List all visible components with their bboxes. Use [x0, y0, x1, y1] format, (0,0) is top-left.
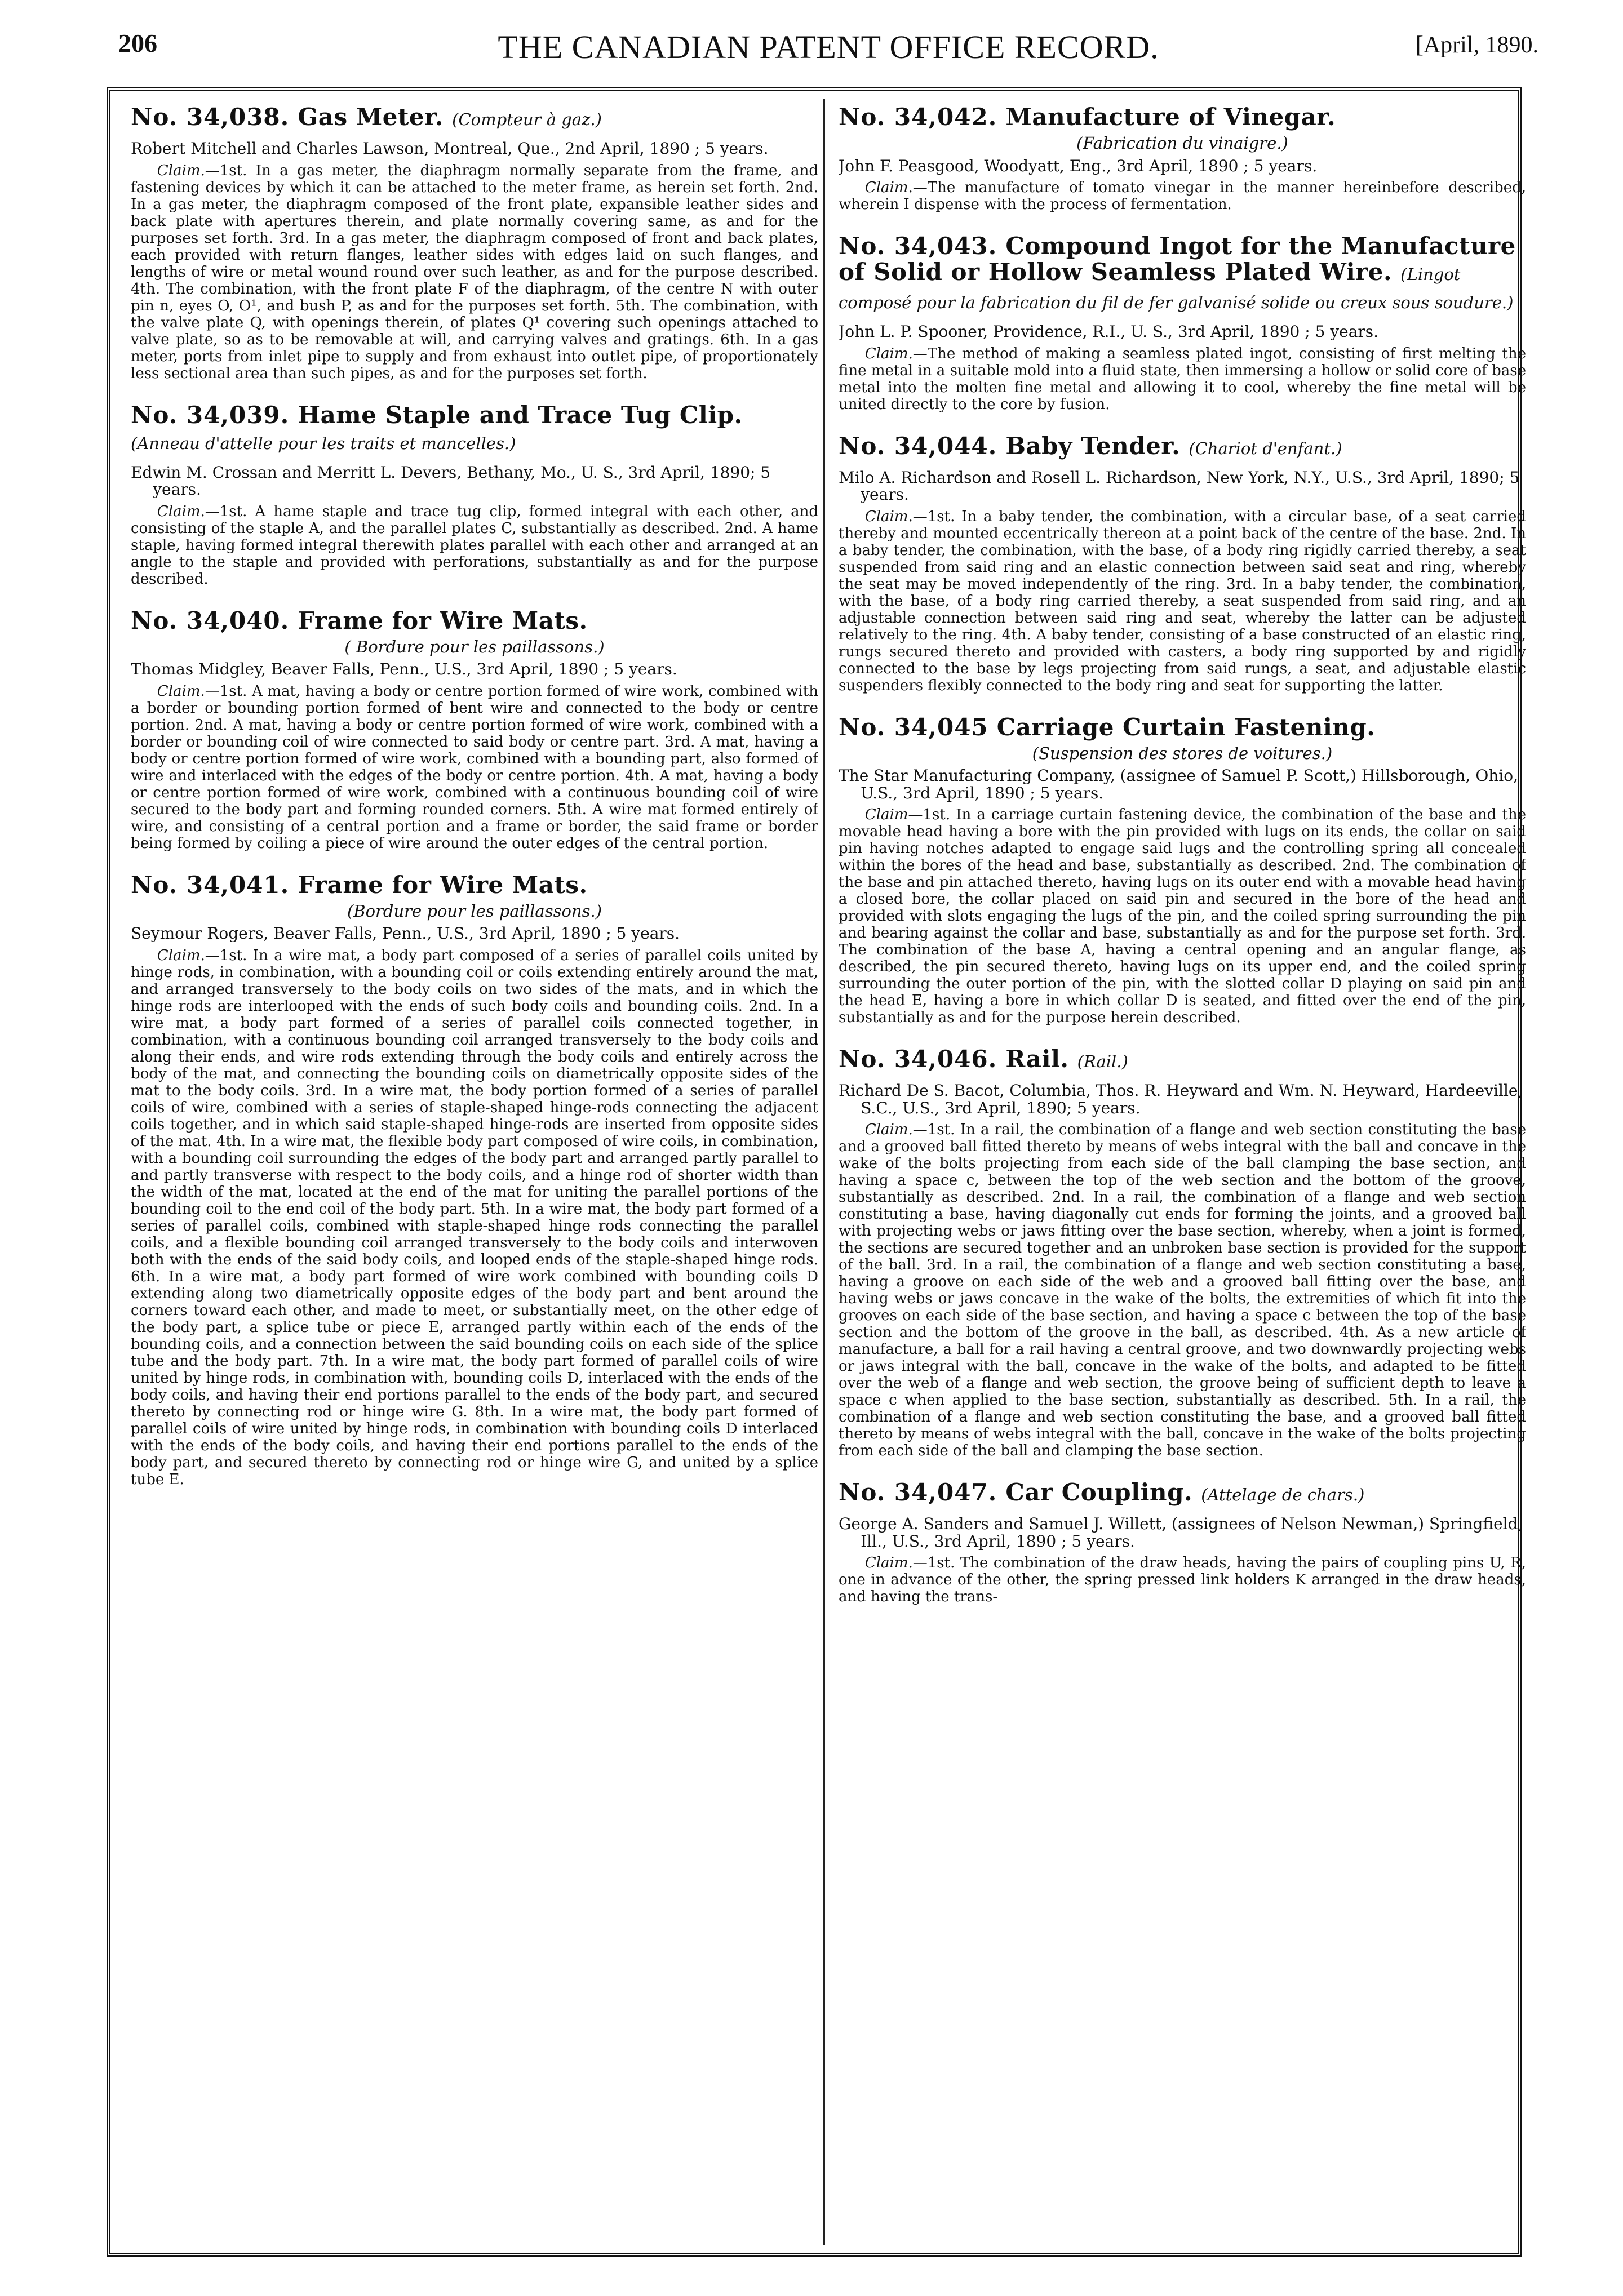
patent-applicant: Milo A. Richardson and Rosell L. Richardson, New York, N.Y., U.S., 3rd April, 1890; 5 years.: [839, 468, 1520, 504]
claim-label: Claim.: [864, 1555, 913, 1571]
patent-entry: [131, 402, 818, 588]
claim-text: —1st. In a rail, the combination of a flange and web section constituting the base and a grooved ball fitted thereto by means of webs integral with the ball and concave in the wake of the bolts projecting from each side of the ball clamping the base section, and having a space c, between the top of the web section and the bottom of the groove, substantially as described. 2nd. In a rail, the combination of a flange and web section constituting a base, having diagonally cut ends for forming the joints, and a grooved ball with projecting webs or jaws fitting over the base section, whereby, when a joint is formed, the sections are secured together and an unbroken base section is provided for the support of the ball. 3rd. In a rail, the combination of a flange and web section constituting a base, having a groove on each side of the web and a grooved ball fitting over the base, and having webs or jaws concave in the wake of the bolts, the extremities of which fit into the grooves on each side of the base section, and having a space c between the top of the base section and the bottom of the groove in the ball, as described. 4th. As a new article of manufacture, a ball for a rail having a central groove, and two downwardly projecting webs or jaws integral with the ball, concave in the wake of the bolts, and adapted to be fitted over the web of a flange and web section, the groove being of sufficient depth to leave a space c when applied to the base section, substantially as described. 5th. In a rail, the combination of a flange and web section constituting the base, and a grooved ball fitted thereto by means of webs integral with the ball, concave in the wake of the bolts projecting from each side of the ball and clamping the base section.: [839, 1121, 1526, 1459]
claim-label: Claim.: [157, 682, 205, 700]
claim-text: —1st. In a gas meter, the diaphragm normally separate from the frame, and fastening devices by which it can be attached to the meter frame, as herein set forth. 2nd. In a gas meter, the diaphragm composed of the front plate, expansible leather sides and back plate with apertures therein, and plate normally covering same, as and for the purposes set forth. 3rd. In a gas meter, the diaphragm composed of front and back plates, each provided with return flanges, leather sides with edges laid on such flanges, and lengths of wire or metal wound round over such leather, as and for the purpose described. 4th. The combination, with the front plate F of the diaphragm, of the centre N with outer pin n, eyes O, O¹, and bush P, as and for the purposes set forth. 5th. The combination, with the valve plate Q, with openings therein, of plates Q¹ covering such openings attached to valve plate, so as to be removable at will, and carrying valves and gratings. 6th. In a gas meter, ports from inlet pipe to supply and from exhaust into outlet pipe, of proportionately less sectional area than such pipes, as and for the purposes set forth.: [131, 162, 818, 382]
patent-applicant: Edwin M. Crossan and Merritt L. Devers, Bethany, Mo., U. S., 3rd April, 1890; 5 years.: [131, 463, 771, 499]
patent-number: No. 34,046.: [839, 1045, 997, 1073]
claim-label: Claim.: [157, 947, 205, 964]
patent-number: No. 34,045: [839, 713, 988, 741]
patent-claim: [839, 179, 1526, 213]
patent-number: No. 34,041.: [131, 871, 290, 899]
patent-title: [839, 1046, 1526, 1074]
claim-label: Claim: [864, 806, 908, 823]
patent-entry: [131, 608, 818, 852]
patent-french-name: ( Bordure pour les paillassons.): [344, 637, 605, 656]
patent-name: Frame for Wire Mats.: [298, 871, 588, 899]
patent-entry: [839, 104, 1526, 213]
patent-french-name: (Chariot d'enfant.): [1189, 438, 1342, 458]
patent-claim: [839, 806, 1526, 1026]
patent-claim: [839, 345, 1526, 413]
left-column: [131, 104, 818, 2245]
patent-number: No. 34,047.: [839, 1478, 997, 1506]
claim-label: Claim.: [157, 503, 205, 520]
patent-title: [131, 104, 818, 132]
claim-label: Claim.: [864, 179, 913, 196]
patent-claim: [131, 503, 818, 588]
patent-number: No. 34,039.: [131, 401, 290, 429]
issue-date: [April, 1890.: [1415, 32, 1538, 58]
claim-label: Claim.: [157, 162, 205, 179]
claim-text: —The manufacture of tomato vinegar in the manner hereinbefore described, wherein I dispense with the process of fermentation.: [839, 179, 1526, 213]
patent-french-name: (Rail.): [1077, 1052, 1128, 1071]
patent-applicant: George A. Sanders and Samuel J. Willett, (assignees of Nelson Newman,) Springfield, Ill., U.S., 3rd April, 1890 ; 5 years.: [839, 1515, 1523, 1551]
patent-french-name: (Compteur à gaz.): [452, 110, 602, 129]
patent-title: [131, 608, 818, 634]
patent-name: Manufacture of Vinegar.: [1005, 104, 1336, 131]
claim-text: —1st. A mat, having a body or centre portion formed of wire work, combined with a border or bounding portion formed of bent wire and connected to the body or centre portion. 2nd. A mat, having a body or centre portion formed of wire work, combined with a border or bounding coil of wire connected to said body or centre part. 3rd. A mat, having a body or centre portion formed of wire work, combined with a bounding part, also formed of wire and interlaced with the edges of the body or centre portion. 4th. A mat, having a body or centre portion formed of wire work, combined with a continuous bounding coil of wire secured to the body part and forming rounded corners. 5th. A wire mat formed entirely of wire, and consisting of a central portion and a frame or border, the said frame or border being formed by coiling a piece of wire around the outer edges of the central portion.: [131, 682, 818, 852]
patent-name: Baby Tender.: [1005, 432, 1181, 460]
patent-claim: [839, 1555, 1526, 1605]
patent-french-name: (Anneau d'attelle pour les traits et mancelles.): [131, 433, 516, 453]
patent-title: [839, 1480, 1526, 1508]
patent-title: [839, 714, 1526, 740]
patent-applicant: John F. Peasgood, Woodyatt, Eng., 3rd April, 1890 ; 5 years.: [839, 156, 1318, 175]
patent-french-name: (Fabrication du vinaigre.): [1076, 134, 1288, 153]
patent-claim: [839, 508, 1526, 694]
claim-text: —1st. In a baby tender, the combination, with a circular base, of a seat carried thereby and mounted eccentrically thereon at a point back of the centre of the base. 2nd. In a baby tender, the combination, with the base, of a body ring rigidly carried thereby, a seat suspended from said ring and an elastic connection between said seat and ring, whereby the seat may be moved independently of the ring. 3rd. In a baby tender, the combination, with the base, of a body ring carried thereby, a seat suspended from said ring, and an adjustable connection between said ring and seat, whereby the latter can be adjusted relatively to the ring. 4th. A baby tender, consisting of a base constructed of an elastic ring, rungs secured thereto and provided with casters, a body ring supported by and rigidly connected to the base by legs projecting from said rungs, a seat, and adjustable elastic suspenders flexibly connected to the body ring and seat for supporting the latter.: [839, 508, 1526, 694]
patent-number: No. 34,038.: [131, 104, 290, 131]
patent-applicant: Seymour Rogers, Beaver Falls, Penn., U.S., 3rd April, 1890 ; 5 years.: [131, 924, 680, 943]
patent-name: Frame for Wire Mats.: [298, 606, 588, 634]
patent-entry: [839, 714, 1526, 1027]
patent-number: No. 34,040.: [131, 606, 290, 634]
running-title: THE CANADIAN PATENT OFFICE RECORD.: [498, 29, 1159, 65]
claim-label: Claim.: [864, 1121, 913, 1138]
claim-text: —The method of making a seamless plated ingot, consisting of first melting the fine metal in a suitable mold into a fluid state, then immersing a hollow or solid core of base metal into the molten fine metal and allowing it to cool, whereby the fine metal will be united directly to the core by fusion.: [839, 345, 1526, 413]
patent-number: No. 34,044.: [839, 432, 997, 460]
patent-claim: [131, 683, 818, 852]
patent-french-name: (Lingot composé pour la fabrication du fil de fer galvanisé solide ou creux sous soudure.): [839, 265, 1514, 312]
patent-title: [839, 233, 1526, 316]
patent-applicant: Richard De S. Bacot, Columbia, Thos. R. Heyward and Wm. N. Heyward, Hardeeville, S.C., U.S., 3rd April, 1890; 5 years.: [839, 1081, 1523, 1117]
patent-title: [131, 872, 818, 898]
patent-entry: [131, 872, 818, 1488]
claim-text: —1st. The combination of the draw heads, having the pairs of coupling pins U, R, one in advance of the other, the spring pressed link holders K arranged in the draw heads, and having the trans-: [839, 1555, 1526, 1605]
patent-name: Carriage Curtain Fastening.: [996, 713, 1376, 741]
patent-applicant: The Star Manufacturing Company, (assignee of Samuel P. Scott,) Hillsborough, Ohio, U.S., 3rd April, 1890 ; 5 years.: [839, 766, 1519, 802]
patent-title: [131, 402, 818, 456]
claim-text: —1st. In a carriage curtain fastening device, the combination of the base and the movable head having a bore with the pin provided with lugs on its ends, the collar on said pin having notches adapted to engage said lugs and the controlling spring all concealed within the bores of the head and base, substantially as described. 2nd. The combination of the base and pin attached thereto, having lugs on its outer end with a movable head having a closed bore, the collar placed on said pin and secured in the bore of the head and provided with slots engaging the lugs of the pin, and the coiled spring surrounding the pin and bearing against the collar and base, substantially as and for the purpose set forth. 3rd. The combination of the base A, having a central opening and an angular flange, as described, the pin secured thereto, having lugs on its upper end, and the coiled spring surrounding the outer portion of the pin, with the slotted collar D playing on said pin and the head E, having a bore in which collar D is seated, and fitted over the end of the pin, substantially as and for the purpose herein described.: [839, 806, 1526, 1026]
patent-claim: [131, 947, 818, 1488]
patent-entry: [839, 433, 1526, 694]
patent-french-name: (Attelage de chars.): [1201, 1485, 1365, 1504]
patent-title: [839, 433, 1526, 461]
claim-text: —1st. A hame staple and trace tug clip, formed integral with each other, and consisting of the staple A, and the parallel plates C, substantially as described. 2nd. A hame staple, having formed integral therewith plates parallel with each other and arranged at an angle to the staple and provided with perforations, substantially as and for the purpose described.: [131, 503, 818, 588]
patent-name: Compound Ingot for the Manufacture of Solid or Hollow Seamless Plated Wire.: [839, 232, 1516, 286]
page-header: [118, 28, 1538, 65]
patent-entry: [839, 1046, 1526, 1459]
claim-label: Claim.: [864, 508, 913, 525]
patent-number: No. 34,043.: [839, 232, 997, 260]
patent-claim: [131, 162, 818, 382]
patent-applicant: John L. P. Spooner, Providence, R.I., U. S., 3rd April, 1890 ; 5 years.: [839, 322, 1379, 341]
patent-name: Hame Staple and Trace Tug Clip.: [298, 401, 743, 429]
patent-french-name: (Suspension des stores de voitures.): [1032, 743, 1333, 763]
patent-entry: [839, 233, 1526, 413]
patent-applicant: Thomas Midgley, Beaver Falls, Penn., U.S., 3rd April, 1890 ; 5 years.: [131, 660, 677, 678]
patent-number: No. 34,042.: [839, 104, 997, 131]
patent-entry: [131, 104, 818, 382]
right-column: [839, 104, 1526, 2245]
patent-name: Gas Meter.: [298, 104, 444, 131]
patent-entry: [839, 1480, 1526, 1605]
patent-name: Rail.: [1005, 1045, 1069, 1073]
patent-claim: [839, 1121, 1526, 1459]
patent-name: Car Coupling.: [1005, 1478, 1193, 1506]
claim-label: Claim.: [864, 345, 913, 362]
claim-text: —1st. In a wire mat, a body part composed of a series of parallel coils united by hinge rods, in combination, with a bounding coil or coils extending entirely around the mat, and arranged transversely to the body coils on two sides of the mats, and in which the hinge rods are interlooped with the ends of such body coils and bounding coils. 2nd. In a wire mat, a body part formed of a series of parallel coils connected together, in combination, with a continuous bounding coil arranged transversely to the body coils and along their ends, and wire rods extending through the body coils and entirely across the body of the mat, and connecting the bounding coils on diametrically opposite sides of the mat to the body coils. 3rd. In a wire mat, the body portion formed of a series of parallel coils of wire, combined with a series of staple-shaped hinge-rods connecting the adjacent coils together, and in which said staple-shaped hinge-rods are inserted from opposite sides of the mat. 4th. In a wire mat, the flexible body part composed of wire coils, in combination, with a bounding coil surrounding the edges of the body part and arranged partly parallel to and partly transverse with respect to the body coils, and a hinge rod of shorter width than the width of the mat, located at the end of the mat for uniting the parallel portions of the bounding coil to the end coil of the body part. 5th. In a wire mat, the body part formed of a series of parallel coils, combined with staple-shaped hinge rods connecting the parallel coils, and a flexible bounding coil arranged transversely to the body coils and interwoven both with the ends of the said body coils, and looped ends of the staple-shaped hinge rods. 6th. In a wire mat, a body part formed of wire work combined with bounding coils D extending along two diametrically opposite edges of the body part and bent around the corners toward each other, and made to meet, or substantially meet, on the other edge of the body part, a splice tube or piece E, arranged partly within each of the ends of the bounding coils, and a connection between the said bounding coils on each side of the splice tube and the body part. 7th. In a wire mat, the body part formed of parallel coils of wire united by hinge rods, in combination with, bounding coils D, interlaced with the ends of the body coils, and having their end portions parallel to the ends of the body part, and secured thereto by connecting rod or hinge wire G. 8th. In a wire mat, the body part formed of parallel coils of wire united by hinge rods, in combination with bounding coils D interlaced with the ends of the body coils, and having their end portions parallel to the ends of the body part, and secured thereto by connecting rod or hinge wire G, and united by a splice tube E.: [131, 947, 818, 1488]
column-divider: [823, 99, 825, 2245]
patent-applicant: Robert Mitchell and Charles Lawson, Montreal, Que., 2nd April, 1890 ; 5 years.: [131, 139, 769, 158]
patent-title: [839, 104, 1526, 130]
patent-french-name: (Bordure pour les paillassons.): [347, 901, 602, 921]
page-number: 206: [118, 29, 157, 57]
